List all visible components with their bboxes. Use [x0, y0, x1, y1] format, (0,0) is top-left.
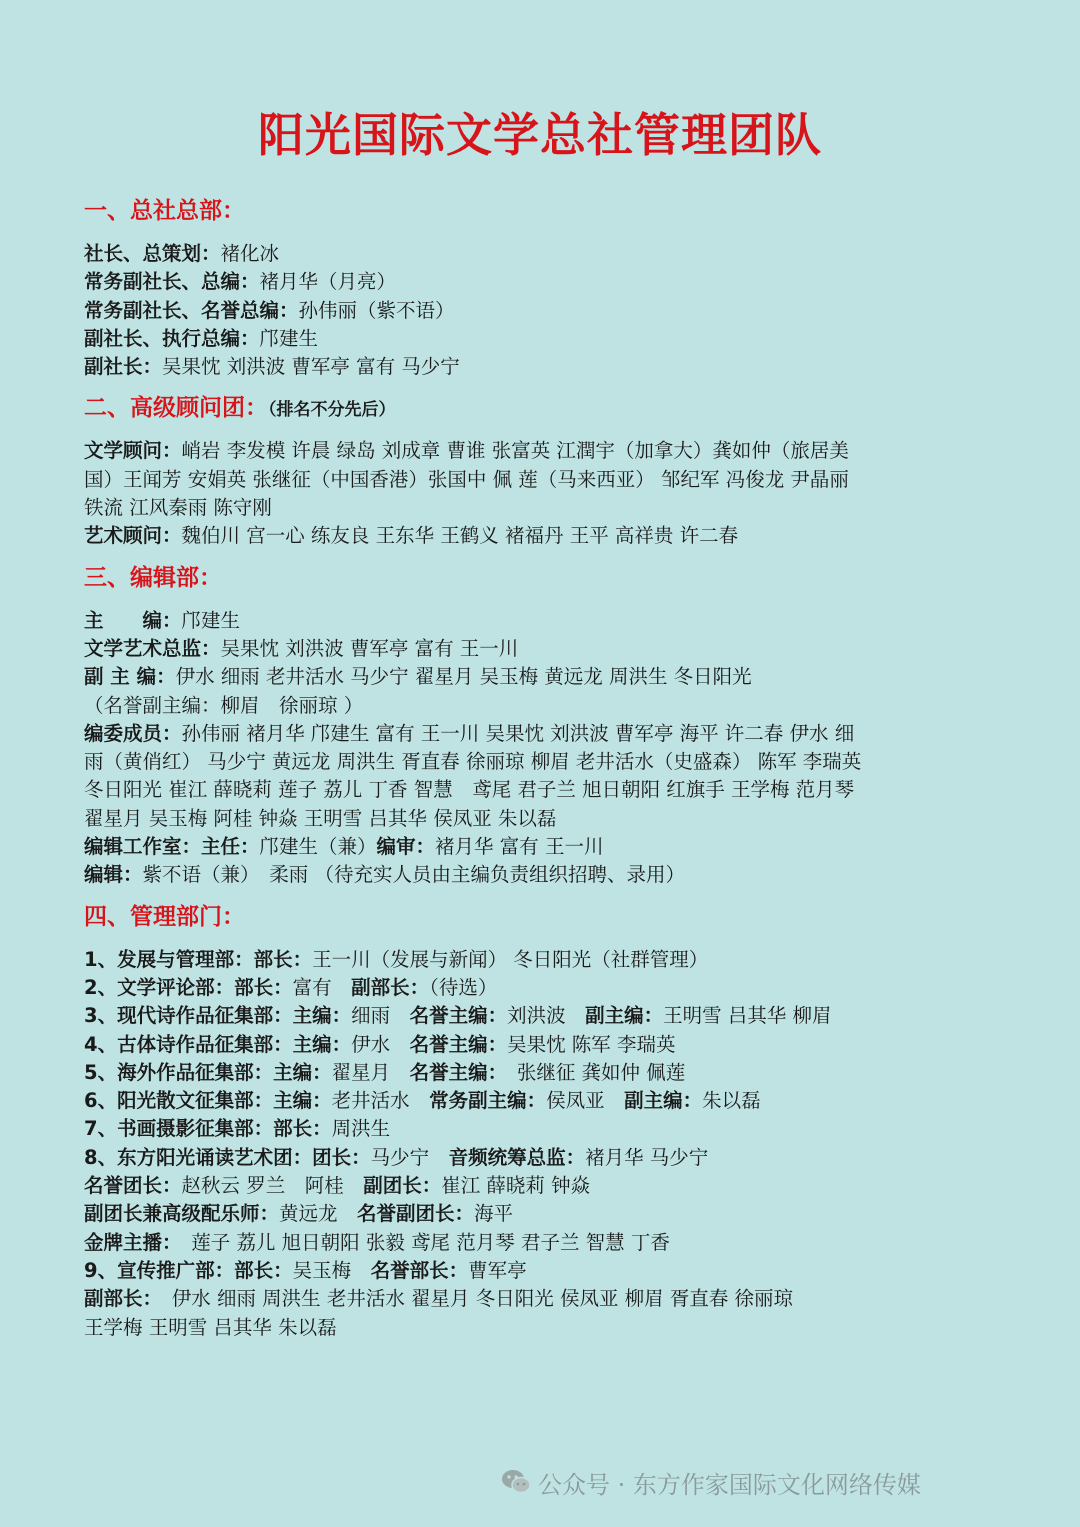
name-list: 老井活水 — [331, 1089, 430, 1113]
name-list: （待选） — [429, 975, 498, 999]
wechat-icon — [500, 1466, 532, 1498]
role-label: 7、书画摄影征集部：部长： — [84, 1117, 332, 1141]
name-list: 魏伯川 宫一心 练友良 王东华 王鹤义 褚福丹 王平 高祥贵 许二春 — [181, 524, 739, 548]
section-lines — [84, 240, 1004, 381]
section-lines — [84, 946, 1004, 1342]
text-line — [84, 466, 1004, 494]
name-list: 国）王闻芳 安娟英 张继征（中国香港）张国中 佩 莲（马来西亚） 邹纪军 冯俊龙 尹晶丽 — [84, 467, 849, 491]
role-label: 社长、总策划： — [84, 242, 221, 265]
text-line — [84, 437, 1004, 465]
text-line — [84, 268, 1004, 296]
content-body — [84, 196, 1004, 1354]
text-line — [84, 607, 1004, 635]
watermark — [500, 1462, 921, 1502]
name-list: 伊水 — [351, 1032, 410, 1056]
role-label: 名誉主编： — [409, 1060, 498, 1084]
role-label: 副团长： — [363, 1174, 442, 1198]
text-line — [84, 1144, 1004, 1172]
name-list: 冬日阳光 崔江 薛晓莉 莲子 荔儿 丁香 智慧 鸢尾 君子兰 旭日朝阳 红旗手 王学梅 范月琴 — [84, 778, 855, 802]
role-label: 5、海外作品征集部：主编： — [84, 1060, 332, 1084]
text-line — [84, 522, 1004, 550]
name-list: 铁流 江风秦雨 陈守刚 — [84, 496, 272, 520]
name-list: 马少宁 — [370, 1145, 449, 1169]
text-line — [84, 776, 1004, 804]
role-label: 名誉主编： — [409, 1004, 508, 1028]
role-label: 副主编： — [624, 1089, 703, 1113]
name-list: 吴果忱 刘洪波 曹军亭 富有 马少宁 — [162, 355, 460, 379]
role-label: 副部长： — [351, 975, 430, 999]
name-list: 吴果忱 刘洪波 曹军亭 富有 王一川 — [220, 636, 519, 660]
section-heading-text: 四、管理部门： — [84, 903, 245, 930]
name-list: 崔江 薛晓莉 钟焱 — [441, 1174, 591, 1198]
name-list: 王明雪 吕其华 柳眉 — [663, 1004, 832, 1028]
text-line — [84, 748, 1004, 776]
role-label: 副 主 编： — [84, 665, 176, 689]
name-list: 邝建生（兼） — [259, 835, 377, 859]
role-label: 9、宣传推广部：部长： — [84, 1258, 293, 1282]
role-label: 常务副主编： — [429, 1089, 547, 1113]
section-heading-text: 二、高级顾问团： — [84, 395, 268, 422]
text-line — [84, 1087, 1004, 1115]
name-list: 翟星月 吴玉梅 阿桂 钟焱 王明雪 吕其华 侯凤亚 朱以磊 — [84, 806, 557, 830]
role-label: 文学艺术总监： — [84, 636, 221, 660]
text-line — [84, 946, 1004, 974]
text-line — [84, 663, 1004, 691]
name-list: 朱以磊 — [702, 1089, 761, 1113]
name-list: 褚月华 马少宁 — [585, 1145, 709, 1169]
name-list: 紫不语（兼） 柔雨 （待充实人员由主编负责组织招聘、录用） — [142, 863, 685, 887]
role-label: 常务副社长、名誉总编： — [84, 298, 299, 322]
text-line — [84, 1172, 1004, 1200]
page-title: 阳光国际文学总社管理团队 — [258, 108, 822, 162]
role-label: 艺术顾问： — [84, 524, 182, 548]
name-list: 曹军亭 — [468, 1258, 527, 1282]
text-line — [84, 325, 1004, 353]
role-label: 副团长兼高级配乐师： — [84, 1202, 280, 1226]
name-list: 褚化冰 — [220, 242, 280, 265]
section-heading — [84, 563, 1004, 593]
role-label: 2、文学评论部：部长： — [84, 975, 293, 999]
text-line — [84, 974, 1004, 1002]
text-line — [84, 1002, 1004, 1030]
text-line — [84, 861, 1004, 889]
text-line — [84, 805, 1004, 833]
text-line — [84, 297, 1004, 325]
role-label: 编审： — [376, 835, 436, 859]
role-label: 6、阳光散文征集部：主编： — [84, 1089, 332, 1113]
role-label: 名誉主编： — [409, 1032, 508, 1056]
role-label: 副社长： — [84, 355, 163, 379]
name-list: 吴玉梅 — [292, 1258, 371, 1282]
section-heading — [84, 196, 1004, 226]
name-list: （名誉副主编：柳眉 徐丽琼 ） — [84, 693, 364, 717]
name-list: 吴果忱 陈军 李瑞英 — [507, 1032, 676, 1056]
role-label: 主 编： — [84, 608, 182, 632]
section-heading — [84, 393, 1004, 423]
name-list: 赵秋云 罗兰 阿桂 — [181, 1174, 364, 1198]
name-list: 孙伟丽（紫不语） — [298, 298, 455, 322]
section-heading-note: （排名不分先后） — [268, 400, 396, 421]
role-label: 名誉副团长： — [357, 1202, 475, 1226]
name-list: 伊水 细雨 老井活水 马少宁 翟星月 吴玉梅 黄远龙 周洪生 冬日阳光 — [175, 665, 752, 689]
name-list: 褚月华（月亮） — [259, 270, 397, 294]
name-list: 王学梅 王明雪 吕其华 朱以磊 — [84, 1315, 337, 1339]
name-list: 刘洪波 — [507, 1004, 586, 1028]
section-heading-text: 三、编辑部： — [84, 564, 222, 591]
role-label: 编辑： — [84, 863, 143, 887]
text-line — [84, 1285, 1004, 1313]
text-line — [84, 1200, 1004, 1228]
section-lines — [84, 607, 1004, 890]
name-list: 褚月华 富有 王一川 — [435, 835, 604, 859]
text-line — [84, 494, 1004, 522]
name-list: 邝建生 — [259, 326, 319, 350]
text-line — [84, 1059, 1004, 1087]
name-list: 伊水 细雨 周洪生 老井活水 翟星月 冬日阳光 侯凤亚 柳眉 胥直春 徐丽琼 — [152, 1287, 794, 1311]
name-list: 海平 — [474, 1202, 514, 1226]
text-line — [84, 720, 1004, 748]
role-label: 常务副社长、总编： — [84, 270, 260, 294]
name-list: 富有 — [292, 975, 352, 999]
text-line — [84, 833, 1004, 861]
name-list: 翟星月 — [331, 1060, 410, 1084]
name-list: 峭岩 李发模 许晨 绿岛 刘成章 曹谁 张富英 江潤宇（加拿大）龚如仲（旅居美 — [181, 439, 849, 463]
name-list: 张继征 龚如仲 佩莲 — [497, 1060, 686, 1084]
text-line — [84, 1229, 1004, 1257]
text-line — [84, 635, 1004, 663]
role-label: 8、东方阳光诵读艺术团：团长： — [84, 1145, 371, 1169]
role-label: 名誉部长： — [370, 1258, 469, 1282]
name-list: 细雨 — [351, 1004, 410, 1028]
section-heading-text: 一、总社总部： — [84, 198, 245, 224]
role-label: 副部长： — [84, 1287, 153, 1311]
text-line — [84, 1115, 1004, 1143]
name-list: 邝建生 — [181, 608, 241, 632]
name-list: 莲子 荔儿 旭日朝阳 张毅 鸢尾 范月琴 君子兰 智慧 丁香 — [171, 1230, 670, 1254]
role-label: 3、现代诗作品征集部：主编： — [84, 1004, 352, 1028]
text-line — [84, 240, 1004, 268]
role-label: 副社长、执行总编： — [84, 326, 260, 350]
name-list: 周洪生 — [331, 1117, 391, 1141]
section-heading — [84, 902, 1004, 932]
role-label: 金牌主播： — [84, 1230, 172, 1254]
name-list: 王一川（发展与新闻） 冬日阳光（社群管理） — [312, 947, 709, 971]
text-line — [84, 692, 1004, 720]
name-list: 黄远龙 — [279, 1202, 358, 1226]
name-list: 侯凤亚 — [546, 1089, 625, 1113]
name-list: 雨（黄俏红） 马少宁 黄远龙 周洪生 胥直春 徐丽琼 柳眉 老井活水（史盛森） 陈军 李瑞英 — [84, 750, 862, 774]
text-line — [84, 1031, 1004, 1059]
role-label: 编委成员： — [84, 721, 182, 745]
role-label: 文学顾问： — [84, 439, 182, 463]
text-line — [84, 353, 1004, 381]
role-label: 1、发展与管理部：部长： — [84, 947, 313, 971]
text-line — [84, 1314, 1004, 1342]
text-line — [84, 1257, 1004, 1285]
role-label: 编辑工作室：主任： — [84, 835, 260, 859]
watermark-text: 公众号 · 东方作家国际文化网络传媒 — [538, 1470, 921, 1499]
role-label: 副主编： — [585, 1004, 664, 1028]
role-label: 名誉团长： — [84, 1174, 182, 1198]
role-label: 音频统筹总监： — [448, 1145, 586, 1169]
role-label: 4、古体诗作品征集部：主编： — [84, 1032, 352, 1056]
name-list: 孙伟丽 褚月华 邝建生 富有 王一川 吴果忱 刘洪波 曹军亭 海平 许二春 伊水 细 — [181, 721, 855, 745]
section-lines — [84, 437, 1004, 550]
